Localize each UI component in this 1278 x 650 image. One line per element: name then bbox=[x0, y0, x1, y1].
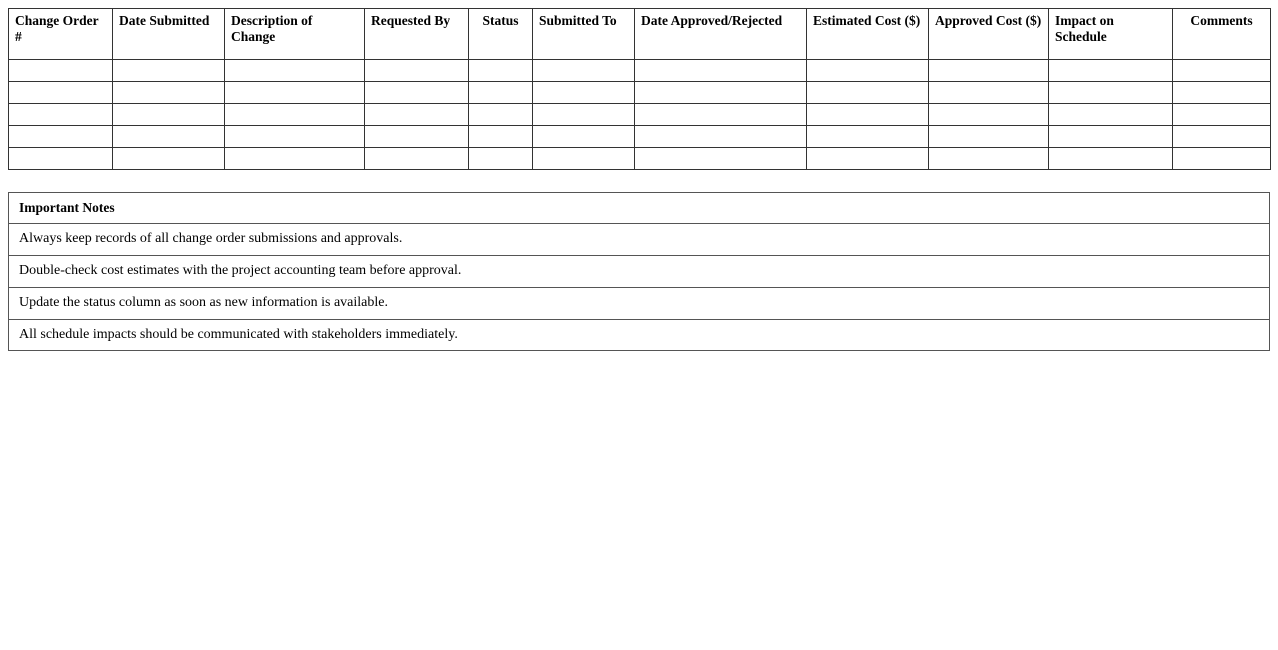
column-header-date-approved-rejected: Date Approved/Rejected bbox=[635, 9, 807, 60]
cell-approved-cost[interactable] bbox=[929, 104, 1049, 126]
cell-date-approved-rejected[interactable] bbox=[635, 60, 807, 82]
cell-requested-by[interactable] bbox=[365, 60, 469, 82]
cell-requested-by[interactable] bbox=[365, 82, 469, 104]
note-item: Double-check cost estimates with the project accounting team before approval. bbox=[9, 255, 1270, 287]
notes-header-row bbox=[9, 193, 1270, 224]
cell-submitted-to[interactable] bbox=[533, 82, 635, 104]
table-row[interactable] bbox=[9, 82, 1271, 104]
cell-submitted-to[interactable] bbox=[533, 148, 635, 170]
column-header-change-order-number: Change Order # bbox=[9, 9, 113, 60]
cell-change-order-number[interactable] bbox=[9, 82, 113, 104]
table-spacer bbox=[8, 170, 1270, 192]
note-row bbox=[9, 255, 1270, 287]
column-header-approved-cost: Approved Cost ($) bbox=[929, 9, 1049, 60]
column-header-requested-by: Requested By bbox=[365, 9, 469, 60]
cell-submitted-to[interactable] bbox=[533, 60, 635, 82]
cell-description-of-change[interactable] bbox=[225, 60, 365, 82]
column-header-impact-on-schedule: Impact on Schedule bbox=[1049, 9, 1173, 60]
change-order-table bbox=[8, 8, 1271, 170]
column-header-date-submitted: Date Submitted bbox=[113, 9, 225, 60]
cell-status[interactable] bbox=[469, 60, 533, 82]
cell-requested-by[interactable] bbox=[365, 104, 469, 126]
cell-comments[interactable] bbox=[1173, 148, 1271, 170]
column-header-comments: Comments bbox=[1173, 9, 1271, 60]
cell-date-submitted[interactable] bbox=[113, 104, 225, 126]
important-notes-table bbox=[8, 192, 1270, 351]
cell-requested-by[interactable] bbox=[365, 148, 469, 170]
cell-date-submitted[interactable] bbox=[113, 148, 225, 170]
cell-submitted-to[interactable] bbox=[533, 104, 635, 126]
cell-comments[interactable] bbox=[1173, 60, 1271, 82]
cell-estimated-cost[interactable] bbox=[807, 148, 929, 170]
cell-comments[interactable] bbox=[1173, 104, 1271, 126]
cell-impact-on-schedule[interactable] bbox=[1049, 126, 1173, 148]
cell-comments[interactable] bbox=[1173, 82, 1271, 104]
note-row bbox=[9, 287, 1270, 319]
column-header-status: Status bbox=[469, 9, 533, 60]
change-order-table-body bbox=[9, 60, 1271, 170]
cell-date-submitted[interactable] bbox=[113, 60, 225, 82]
cell-estimated-cost[interactable] bbox=[807, 82, 929, 104]
table-row[interactable] bbox=[9, 148, 1271, 170]
table-header-row bbox=[9, 9, 1271, 60]
cell-impact-on-schedule[interactable] bbox=[1049, 82, 1173, 104]
cell-change-order-number[interactable] bbox=[9, 126, 113, 148]
note-item: Always keep records of all change order submissions and approvals. bbox=[9, 224, 1270, 256]
cell-comments[interactable] bbox=[1173, 126, 1271, 148]
note-row bbox=[9, 224, 1270, 256]
cell-change-order-number[interactable] bbox=[9, 60, 113, 82]
cell-status[interactable] bbox=[469, 148, 533, 170]
cell-date-approved-rejected[interactable] bbox=[635, 126, 807, 148]
cell-approved-cost[interactable] bbox=[929, 60, 1049, 82]
cell-description-of-change[interactable] bbox=[225, 104, 365, 126]
cell-date-submitted[interactable] bbox=[113, 126, 225, 148]
table-row[interactable] bbox=[9, 104, 1271, 126]
cell-change-order-number[interactable] bbox=[9, 104, 113, 126]
notes-header-label: Important Notes bbox=[9, 193, 1270, 224]
cell-impact-on-schedule[interactable] bbox=[1049, 148, 1173, 170]
column-header-submitted-to: Submitted To bbox=[533, 9, 635, 60]
column-header-description-of-change: Description of Change bbox=[225, 9, 365, 60]
note-item: All schedule impacts should be communicated with stakeholders immediately. bbox=[9, 319, 1270, 351]
cell-impact-on-schedule[interactable] bbox=[1049, 60, 1173, 82]
cell-submitted-to[interactable] bbox=[533, 126, 635, 148]
cell-requested-by[interactable] bbox=[365, 126, 469, 148]
cell-estimated-cost[interactable] bbox=[807, 126, 929, 148]
cell-date-approved-rejected[interactable] bbox=[635, 82, 807, 104]
cell-approved-cost[interactable] bbox=[929, 82, 1049, 104]
cell-description-of-change[interactable] bbox=[225, 82, 365, 104]
cell-estimated-cost[interactable] bbox=[807, 104, 929, 126]
cell-change-order-number[interactable] bbox=[9, 148, 113, 170]
cell-description-of-change[interactable] bbox=[225, 126, 365, 148]
cell-status[interactable] bbox=[469, 126, 533, 148]
cell-approved-cost[interactable] bbox=[929, 148, 1049, 170]
cell-description-of-change[interactable] bbox=[225, 148, 365, 170]
cell-status[interactable] bbox=[469, 104, 533, 126]
cell-approved-cost[interactable] bbox=[929, 126, 1049, 148]
table-row[interactable] bbox=[9, 60, 1271, 82]
note-item: Update the status column as soon as new information is available. bbox=[9, 287, 1270, 319]
column-header-estimated-cost: Estimated Cost ($) bbox=[807, 9, 929, 60]
cell-impact-on-schedule[interactable] bbox=[1049, 104, 1173, 126]
table-row[interactable] bbox=[9, 126, 1271, 148]
cell-date-approved-rejected[interactable] bbox=[635, 148, 807, 170]
cell-date-submitted[interactable] bbox=[113, 82, 225, 104]
change-order-table-header bbox=[9, 9, 1271, 60]
cell-date-approved-rejected[interactable] bbox=[635, 104, 807, 126]
cell-status[interactable] bbox=[469, 82, 533, 104]
cell-estimated-cost[interactable] bbox=[807, 60, 929, 82]
note-row bbox=[9, 319, 1270, 351]
